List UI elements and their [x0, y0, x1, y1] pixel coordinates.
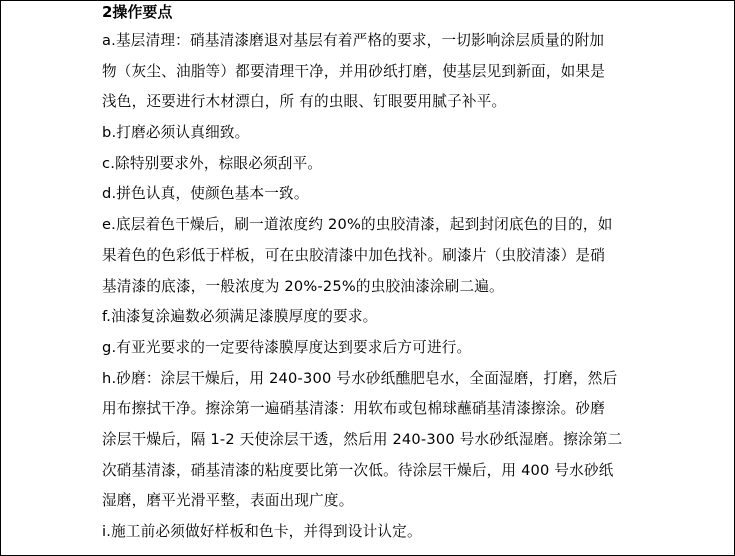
list-item [102, 302, 642, 333]
text-line: a.基层清理：硝基清漆磨退对基层有着严格的要求，一切影响涂层质量的附加 [102, 32, 605, 49]
text-line: 基清漆的底漆，一般浓度为 20%-25%的虫胶油漆涂刷二遍。 [102, 277, 504, 295]
list-item [102, 364, 642, 517]
list-item [102, 26, 642, 118]
text-line: 涂层干燥后，隔 1-2 天使涂层干透，然后用 240-300 号水砂纸湿磨。擦涂第二 [102, 430, 623, 448]
list-item [102, 333, 642, 364]
document-body [102, 0, 642, 548]
list-item [102, 118, 642, 149]
text-line: g.有亚光要求的一定要待漆膜厚度达到要求后方可进行。 [102, 338, 472, 356]
text-line: h.砂磨：涂层干燥后，用 240-300 号水砂纸醮肥皂水，全面湿磨，打磨，然后 [102, 369, 618, 387]
text-line: f.油漆复涂遍数必须满足漆膜厚度的要求。 [102, 308, 378, 326]
text-line: 湿磨，磨平光滑平整，表面出现广度。 [102, 492, 354, 510]
text-line: b.打磨必须认真细致。 [102, 124, 250, 142]
text-line: e.底层着色干燥后，刷一道浓度约 20%的虫胶清漆，起到封闭底色的目的，如 [102, 216, 613, 234]
text-line: 果着色的色彩低于样板，可在虫胶清漆中加色找补。刷漆片（虫胶清漆）是硝 [102, 246, 605, 264]
text-line: i.施工前必须做好样板和色卡，并得到设计认定。 [102, 523, 422, 540]
text-line: 浅色，还要进行木材漂白，所 有的虫眼、钉眼要用腻子补平。 [102, 93, 507, 111]
list-item [102, 149, 642, 180]
list-item [102, 517, 642, 548]
section-heading: 2操作要点 [102, 3, 173, 21]
list-item [102, 210, 642, 302]
text-line: 物（灰尘、油脂等）都要清理干净，并用砂纸打磨，使基层见到新面，如果是 [102, 62, 605, 80]
text-line: 用布擦拭干净。擦涂第一遍硝基清漆：用软布或包棉球蘸硝基清漆擦涂。砂磨 [102, 400, 605, 418]
list-item [102, 179, 642, 210]
text-line: c.除特别要求外，棕眼必须刮平。 [102, 154, 323, 172]
text-line: d.拼色认真，使颜色基本一致。 [102, 185, 309, 203]
text-line: 次硝基清漆，硝基清漆的粘度要比第一次低。待涂层干燥后，用 400 号水砂纸 [102, 461, 614, 479]
